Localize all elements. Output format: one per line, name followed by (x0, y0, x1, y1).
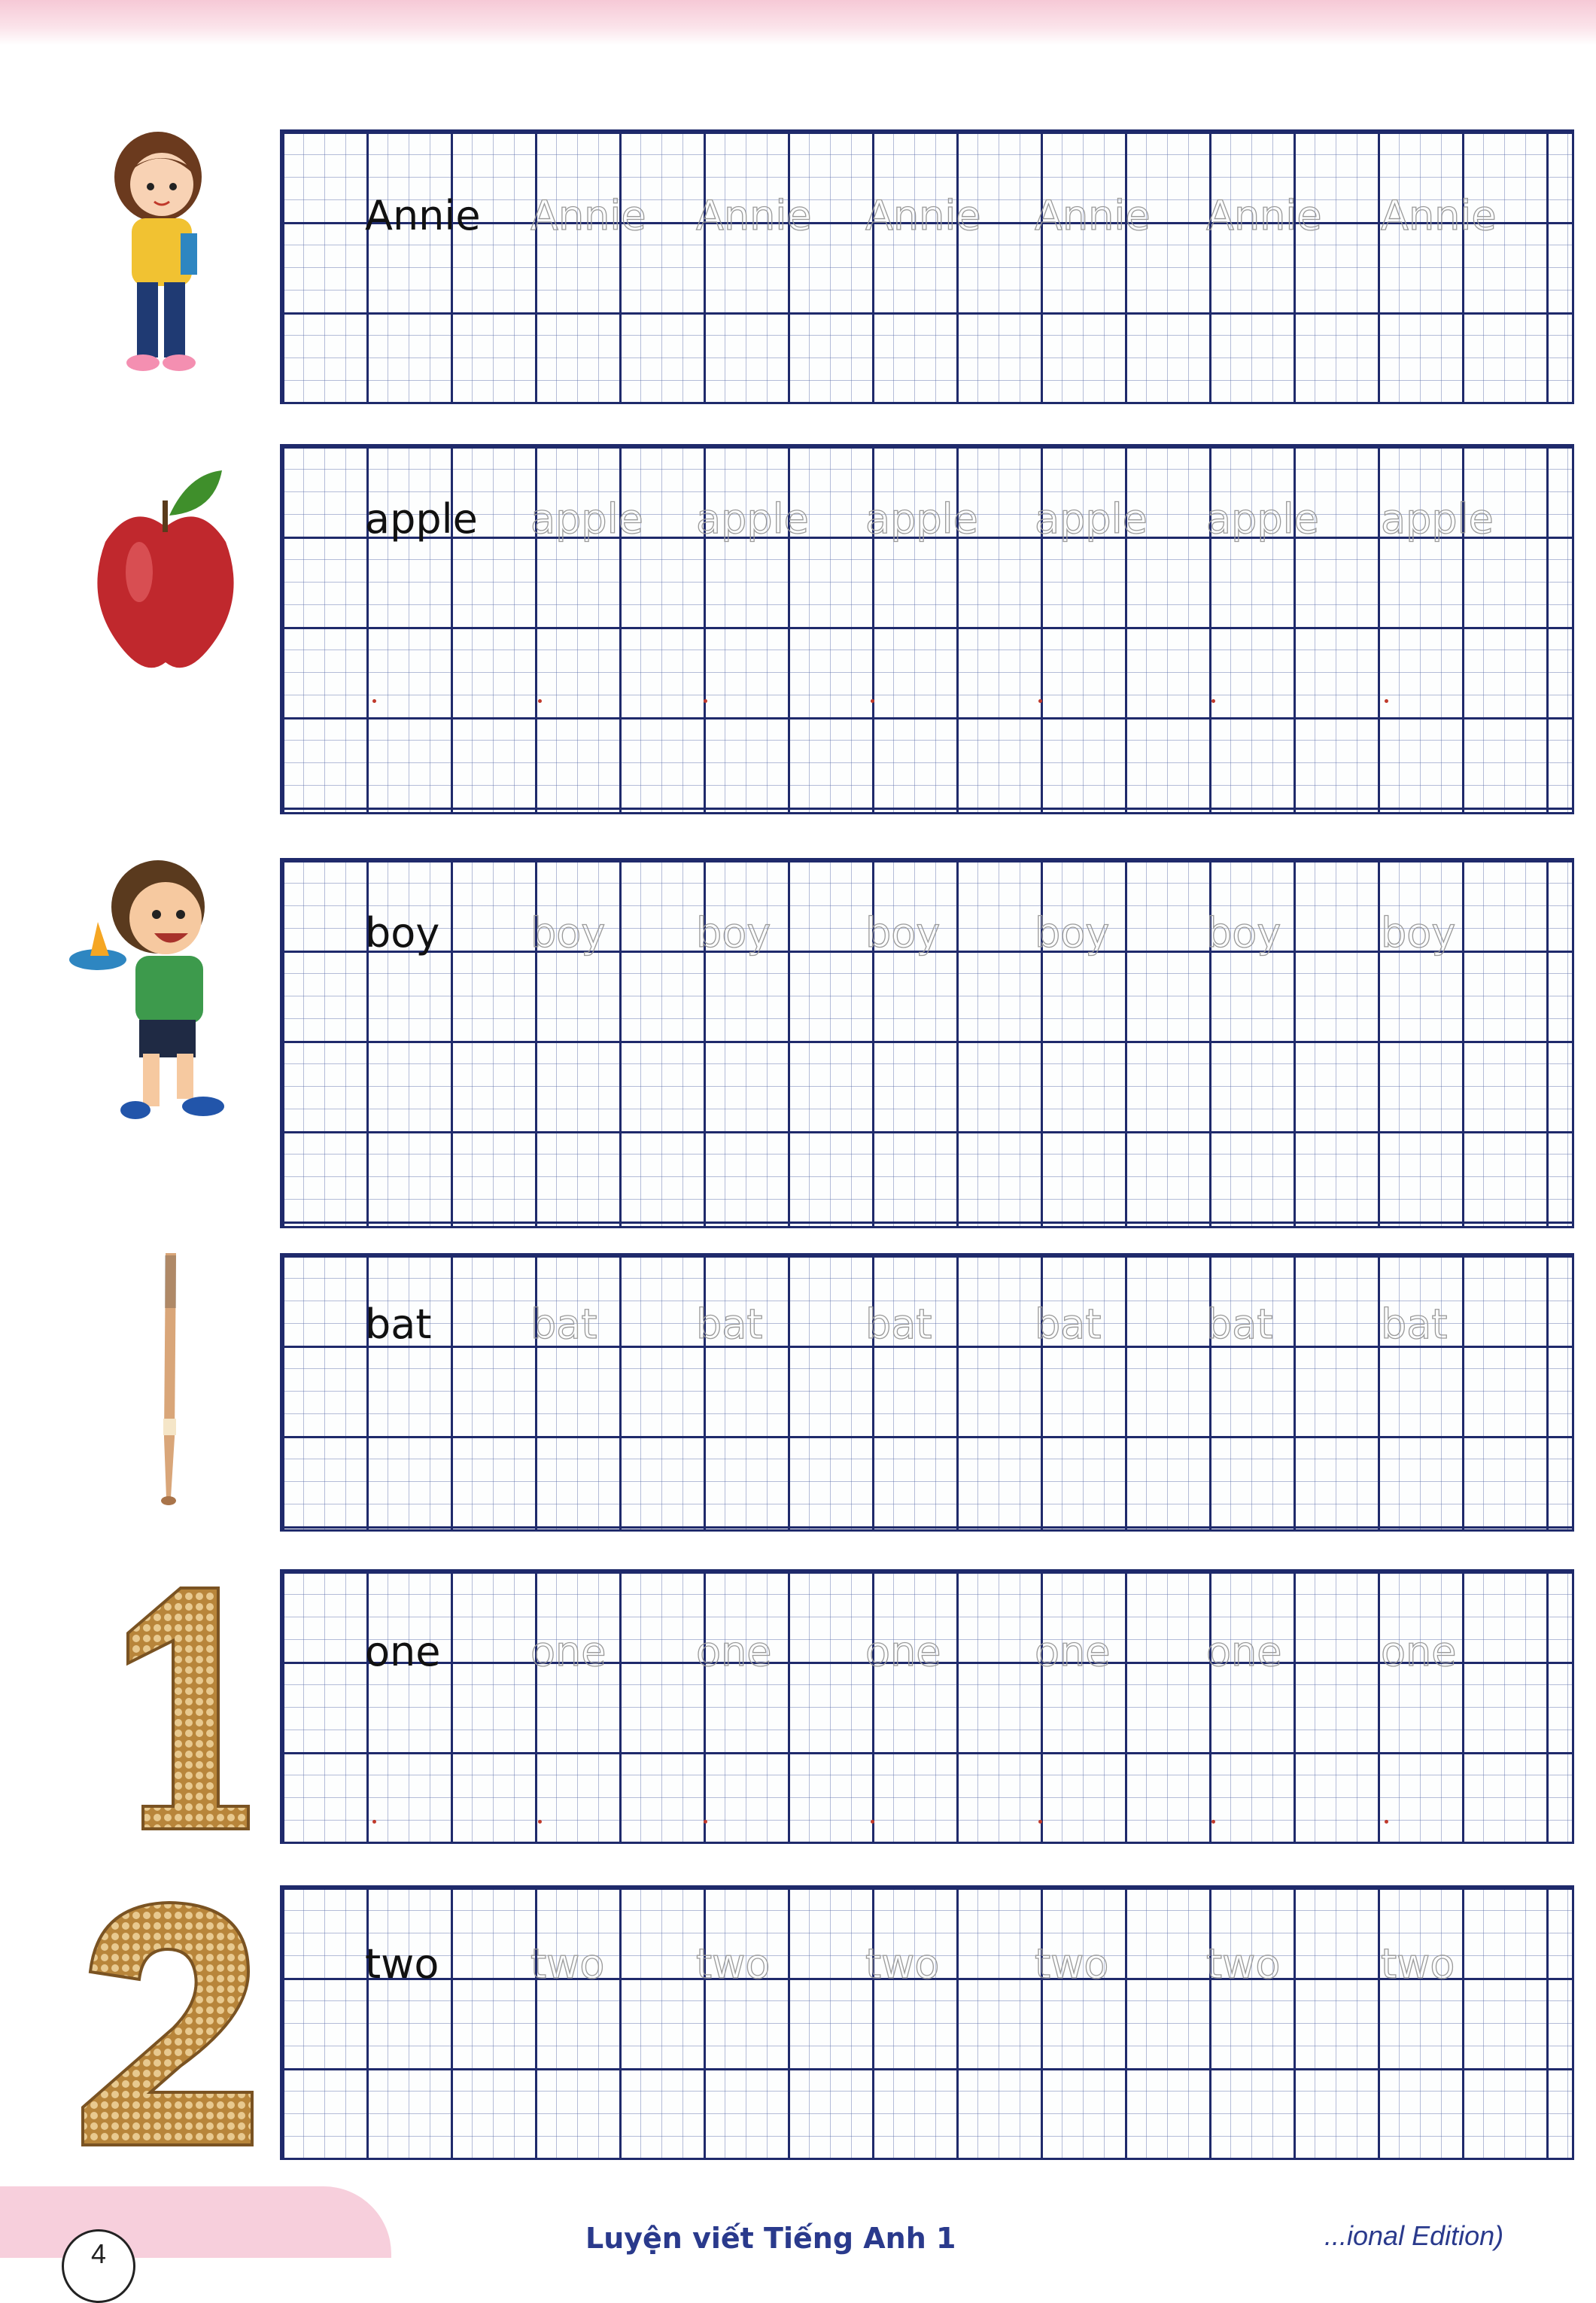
trace-word: boy (696, 909, 771, 957)
trace-word: bat (1035, 1301, 1102, 1348)
trace-word: apple (1035, 495, 1148, 543)
model-word: Annie (365, 192, 481, 239)
trace-word: Annie (865, 192, 981, 239)
writing-grid[interactable] (280, 1885, 1574, 2160)
trace-word: apple (1206, 495, 1319, 543)
practice-row-annie (0, 113, 1596, 414)
trace-word: Annie (1381, 192, 1497, 239)
start-dot (871, 1820, 874, 1824)
trace-word: boy (530, 909, 606, 957)
apple-illustration (68, 459, 271, 685)
trace-word: boy (1035, 909, 1110, 957)
trace-word: bat (696, 1301, 763, 1348)
page-number: 4 (62, 2229, 135, 2303)
writing-grid[interactable] (280, 129, 1574, 404)
trace-word: boy (1381, 909, 1456, 957)
trace-word: Annie (696, 192, 812, 239)
trace-word: two (1206, 1940, 1281, 1988)
trace-word: bat (1206, 1301, 1273, 1348)
start-dot (538, 699, 542, 703)
practice-row-one (0, 1565, 1596, 1866)
trace-word: bat (1381, 1301, 1448, 1348)
trace-word: two (530, 1940, 605, 1988)
practice-row-apple (0, 444, 1596, 820)
writing-grid[interactable] (280, 444, 1574, 814)
start-dot (372, 1820, 376, 1824)
number-one-illustration (68, 1580, 271, 1836)
practice-row-bat (0, 1249, 1596, 1565)
trace-word: boy (865, 909, 941, 957)
trace-word: Annie (1035, 192, 1151, 239)
trace-word: one (865, 1628, 941, 1675)
trace-word: one (696, 1628, 772, 1675)
trace-word: bat (865, 1301, 932, 1348)
writing-grid[interactable] (280, 858, 1574, 1228)
start-dot (1211, 1820, 1215, 1824)
trace-word: one (1035, 1628, 1111, 1675)
footer-edition: ...ional Edition) (1324, 2220, 1504, 2251)
footer-band (0, 2186, 391, 2258)
trace-word: one (530, 1628, 606, 1675)
start-dot (1038, 1820, 1042, 1824)
trace-word: apple (1381, 495, 1494, 543)
start-dot (704, 699, 707, 703)
model-word: bat (365, 1301, 432, 1348)
trace-word: one (1381, 1628, 1457, 1675)
trace-word: apple (530, 495, 643, 543)
trace-word: one (1206, 1628, 1282, 1675)
practice-row-two (0, 1882, 1596, 2183)
girl-illustration (68, 128, 271, 384)
writing-grid[interactable] (280, 1253, 1574, 1532)
start-dot (538, 1820, 542, 1824)
model-word: apple (365, 495, 478, 543)
model-word: boy (365, 909, 440, 957)
start-dot (1385, 699, 1388, 703)
boy-illustration (68, 850, 271, 1136)
writing-grid[interactable] (280, 1569, 1574, 1844)
start-dot (1038, 699, 1042, 703)
trace-word: Annie (530, 192, 646, 239)
trace-word: boy (1206, 909, 1281, 957)
top-decoration-band (0, 0, 1596, 45)
trace-word: two (865, 1940, 940, 1988)
trace-word: two (696, 1940, 771, 1988)
start-dot (1211, 699, 1215, 703)
start-dot (871, 699, 874, 703)
trace-word: two (1381, 1940, 1455, 1988)
start-dot (704, 1820, 707, 1824)
footer-title: Luyện viết Tiếng Anh 1 (585, 2222, 956, 2255)
model-word: one (365, 1628, 441, 1675)
trace-word: apple (865, 495, 978, 543)
practice-row-boy (0, 850, 1596, 1227)
start-dot (372, 699, 376, 703)
model-word: two (365, 1940, 439, 1988)
trace-word: Annie (1206, 192, 1322, 239)
start-dot (1385, 1820, 1388, 1824)
trace-word: two (1035, 1940, 1109, 1988)
number-two-illustration (68, 1889, 271, 2160)
baseball-bat-illustration (68, 1249, 271, 1520)
trace-word: apple (696, 495, 809, 543)
trace-word: bat (530, 1301, 597, 1348)
